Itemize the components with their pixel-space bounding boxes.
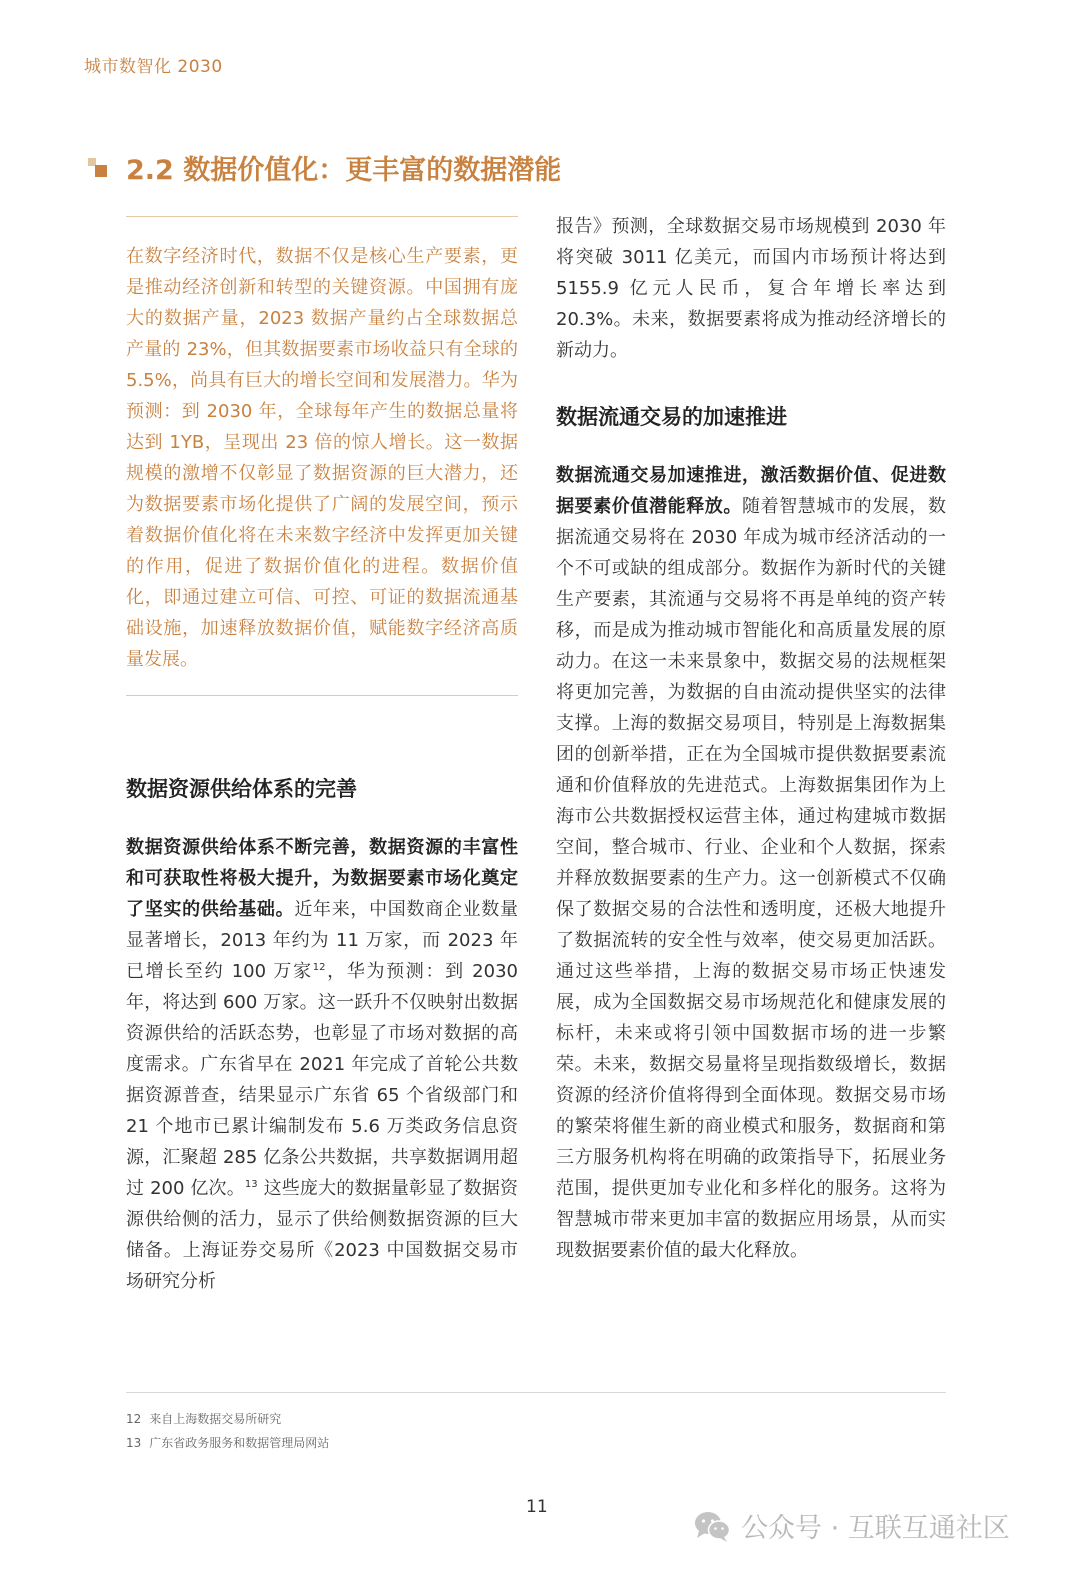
- footnote-divider: [126, 1392, 946, 1393]
- wechat-icon: [693, 1509, 731, 1543]
- circulation-heading: 数据流通交易的加速推进: [556, 405, 787, 429]
- footnote-text: 广东省政务服务和数据管理局网站: [149, 1436, 330, 1450]
- circulation-text: 随着智慧城市的发展，数据流通交易将在 2030 年成为城市经济活动的一个不可或缺的组成部分。数据作为新时代的关键生产要素，其流通与交易将不再是单纯的资产转移，而是成为推动城市智能化和高质量发展的原动力。在这一未来景象中，数据交易的法规框架将更加完善，为数据的自由流动提供坚实的法律支撑。上海的数据交易项目，特别是上海数据集团的创新举措，正在为全国城市提供数据要素流通和价值释放的先进范式。上海数据集团作为上海市公共数据授权运营主体，通过构建城市数据空间，整合城市、行业、企业和个人数据，探索并释放数据要素的生产力。这一创新模式不仅确保了数据交易的合法性和透明度，还极大地提升了数据流转的安全性与效率，使交易更加活跃。通过这些举措，上海的数据交易市场正快速发展，成为全国数据交易市场规范化和健康发展的标杆，未来或将引领中国数据市场的进一步繁荣。未来，数据交易量将呈现指数级增长，数据资源的经济价值将得到全面体现。数据交易市场的繁荣将催生新的商业模式和服务，数据商和第三方服务机构将在明确的政策指导下，拓展业务范围，提供更加专业化和多样化的服务。这将为智慧城市带来更加丰富的数据应用场景，从而实现数据要素价值的最大化释放。: [556, 496, 946, 1261]
- page-number: 11: [526, 1497, 548, 1517]
- circulation-paragraph: [556, 460, 946, 1266]
- supply-body: [126, 832, 518, 1297]
- right-continuation: [556, 211, 946, 366]
- circulation-body: [556, 460, 946, 1266]
- supply-text-3: 这些庞大的数据量彰显了数据资源供给侧的活力，显示了供给侧数据资源的巨大储备。上海证券交易所《2023 中国数据交易市场研究分析: [126, 1178, 518, 1292]
- circulation-lead: 数据流通交易加速推进，激活数据价值、促进数据要素价值潜能释放。: [556, 465, 946, 517]
- supply-text-2: ，华为预测：到 2030 年，将达到 600 万家。这一跃升不仅映射出数据资源供给的活跃态势，也彰显了市场对数据的高度需求。广东省早在 2021 年完成了首轮公共数据资源普查，结果显示广东省 65 个省级部门和 21 个地市已累计编制发布 5.6 万类政务信息资源，汇聚超 285 亿条公共数据，共享数据调用超过 200 亿次。: [126, 961, 518, 1199]
- supply-paragraph: [126, 832, 518, 1297]
- intro-paragraph: 在数字经济时代，数据不仅是核心生产要素，更是推动经济创新和转型的关键资源。中国拥有庞大的数据产量，2023 数据产量约占全球数据总产量的 23%，但其数据要素市场收益只有全球的 5.5%，尚具有巨大的增长空间和发展潜力。华为预测：到 2030 年，全球每年产生的数据总量将达到 1YB，呈现出 23 倍的惊人增长。这一数据规模的激增不仅彰显了数据资源的巨大潜力，还为数据要素市场化提供了广阔的发展空间，预示着数据价值化将在未来数字经济中发挥更加关键的作用，促进了数据价值化的进程。数据价值化，即通过建立可信、可控、可证的数据流通基础设施，加速释放数据价值，赋能数字经济高质量发展。: [126, 246, 518, 670]
- section-marker-icon: [88, 158, 110, 180]
- supply-lead: 数据资源供给体系不断完善，数据资源的丰富性和可获取性将极大提升，为数据要素市场化奠定了坚实的供给基础。: [126, 837, 518, 920]
- footnote-12: [126, 1410, 289, 1427]
- footnote-number: 13: [126, 1436, 142, 1450]
- footnote-ref-13[interactable]: 13: [244, 1179, 258, 1190]
- supply-heading: 数据资源供给体系的完善: [126, 777, 357, 801]
- section-title: 2.2 数据价值化：更丰富的数据潜能: [126, 155, 562, 186]
- running-head-title: 城市数智化 2030: [84, 57, 223, 77]
- watermark-text: 公众号 · 互联互通社区: [741, 1513, 1010, 1544]
- footnote-number: 12: [126, 1412, 142, 1426]
- footnote-text: 来自上海数据交易所研究: [149, 1412, 282, 1426]
- watermark: [693, 1506, 1010, 1545]
- supply-text-1: 近年来，中国数商企业数量显著增长，2013 年约为 11 万家，而 2023 年已增长至约 100 万家: [126, 899, 519, 982]
- footnote-ref-12[interactable]: 12: [312, 962, 326, 973]
- footnote-13: [126, 1434, 337, 1451]
- continuation-paragraph: 报告》预测，全球数据交易市场规模到 2030 年将突破 3011 亿美元，而国内市场预计将达到 5155.9 亿元人民币，复合年增长率达到 20.3%。未来，数据要素将成为推动经济增长的新动力。: [556, 216, 946, 361]
